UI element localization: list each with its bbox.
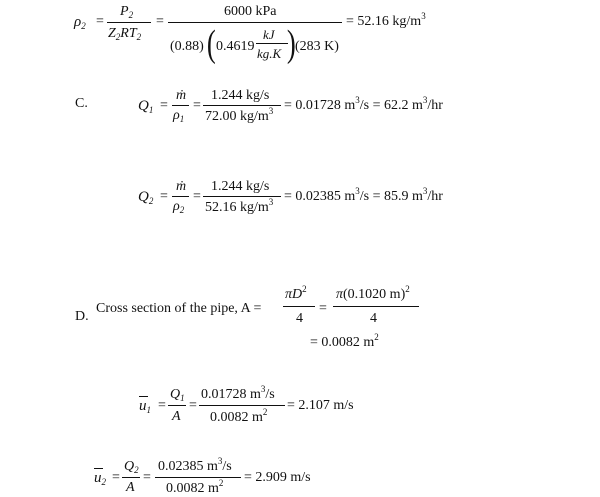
q1-num2: 1.244 kg/s xyxy=(211,88,270,103)
rho2-unit-kj: kJ xyxy=(263,27,275,42)
q1-result: = 0.01728 $m^3/s = 62.2$ $m^3/hr$ xyxy=(284,95,443,113)
fraction-bar xyxy=(155,477,241,478)
u1-den2: 0.0082 $m^2$ xyxy=(210,407,268,425)
u2-lhs: $u_2$ xyxy=(94,470,106,487)
equals-sign: = xyxy=(156,14,164,29)
rho2-den2-c: (283 K) xyxy=(295,39,339,54)
q1-den1: $\rho_1$ xyxy=(173,108,185,124)
u2-den2: 0.0082 $m^2$ xyxy=(166,478,224,496)
u1-num1: $Q_1$ xyxy=(170,387,185,403)
fraction-bar xyxy=(333,306,419,307)
fraction-bar xyxy=(256,43,288,44)
equals-sign: = xyxy=(158,398,166,413)
u2-num1: $Q_2$ xyxy=(124,459,139,475)
q1-num1: ṁ xyxy=(176,88,187,103)
equals-sign: = xyxy=(319,301,327,316)
area-den1: 4 xyxy=(296,311,303,326)
equals-sign: = xyxy=(193,189,201,204)
u1-result: = 2.107 m/s xyxy=(287,398,354,413)
section-d-label: D. xyxy=(75,309,89,324)
rho2-lhs: $\rho_2$ xyxy=(74,14,86,31)
q2-result: = 0.02385 $m^3/s = 85.9$ $m^3/hr$ xyxy=(284,186,443,204)
area-num1: $\pi D^2$ xyxy=(285,284,307,302)
fraction-bar xyxy=(168,405,186,406)
q2-den1: $\rho_2$ xyxy=(173,199,185,215)
u1-num2: 0.01728 $m^3/s$ xyxy=(201,384,275,402)
left-paren: ( xyxy=(206,23,216,65)
rho2-den2-a: (0.88) xyxy=(170,39,204,54)
u1-den1: A xyxy=(172,409,181,424)
equals-sign: = xyxy=(193,98,201,113)
rho2-result: = 52.16 $kg/m^3$ xyxy=(346,11,426,29)
u2-result: = 2.909 m/s xyxy=(244,470,311,485)
rho2-unit-kgk: kg.K xyxy=(257,46,282,61)
fraction-bar xyxy=(172,196,189,197)
equals-sign: = xyxy=(112,470,120,485)
equals-sign: = xyxy=(189,398,197,413)
u1-lhs: $u_1$ xyxy=(139,398,151,415)
u2-den1: A xyxy=(126,480,135,495)
area-text: Cross section of the pipe, A = xyxy=(96,301,262,316)
section-c-label: C. xyxy=(75,96,88,111)
q2-num1: ṁ xyxy=(176,179,187,194)
fraction-bar xyxy=(107,22,151,23)
rho2-den2-b: 0.4619 xyxy=(216,39,255,54)
rho2-num2: 6000 kPa xyxy=(224,4,277,19)
right-paren: ) xyxy=(286,23,296,65)
area-num2: π(0.1020 m)$^2$ xyxy=(336,284,410,302)
q1-den2: 72.00 $kg/m^3$ xyxy=(205,106,274,124)
area-den2: 4 xyxy=(370,311,377,326)
fraction-bar xyxy=(122,477,140,478)
rho2-num1: $P_2$ xyxy=(120,4,134,20)
equals-sign: = xyxy=(160,98,168,113)
fraction-bar xyxy=(168,22,342,23)
fraction-bar xyxy=(283,306,315,307)
q2-lhs: $Q_2$ xyxy=(138,189,154,206)
overline-bar xyxy=(94,468,103,469)
equals-sign: = xyxy=(160,189,168,204)
rho2-den1: $Z_2RT_2$ xyxy=(108,26,142,42)
q2-num2: 1.244 kg/s xyxy=(211,179,270,194)
fraction-bar xyxy=(172,105,189,106)
u2-num2: 0.02385 $m^3/s$ xyxy=(158,456,232,474)
equals-sign: = xyxy=(143,470,151,485)
area-result: = 0.0082 $m^2$ xyxy=(310,332,379,350)
overline-bar xyxy=(139,396,148,397)
q1-lhs: $Q_1$ xyxy=(138,98,154,115)
equals-sign: = xyxy=(96,14,104,29)
fraction-bar xyxy=(199,405,285,406)
q2-den2: 52.16 $kg/m^3$ xyxy=(205,197,274,215)
